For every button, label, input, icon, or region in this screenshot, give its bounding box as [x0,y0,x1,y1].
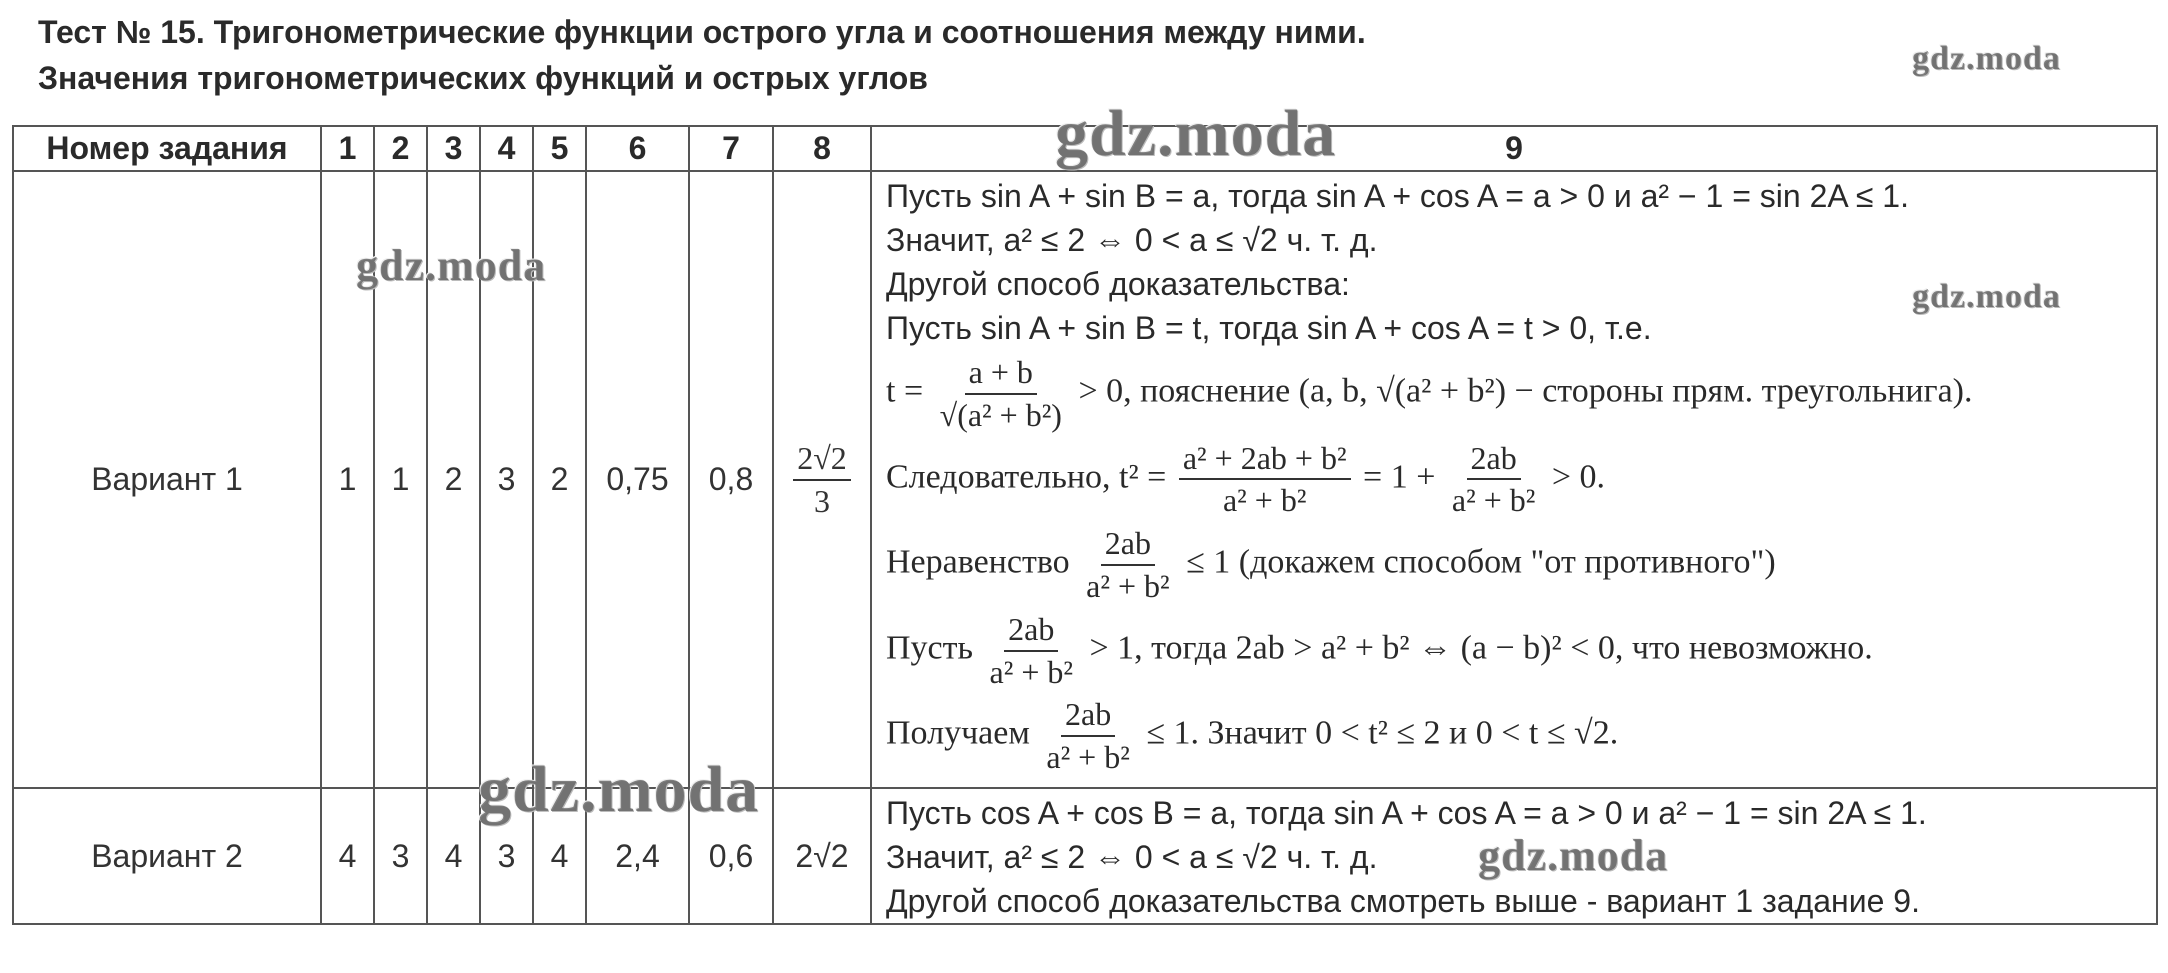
variant-1-answer-6: 0,75 [586,171,689,788]
formula-text: Получаем [886,714,1030,752]
variant-1-label: Вариант 1 [13,171,321,788]
solution-formula-line [886,440,2156,520]
fraction-numerator: 2√2 [793,440,851,481]
formula-fraction [1179,440,1351,520]
page-subtitle: Значения тригонометрических функций и острых углов [38,60,928,96]
solution-formula-line [886,611,2156,691]
solution-line: Значит, a² ≤ 2 ⇔ 0 < a ≤ √2 ч. т. д. [886,839,1378,875]
solution-formula-line [886,696,2156,776]
variant-1-answer-7: 0,8 [689,171,773,788]
variant-2-label: Вариант 2 [13,788,321,924]
variant-1-answer-5: 2 [533,171,586,788]
watermark-logo: gdz.moda [1912,278,2061,315]
answer-8-fraction [793,440,851,520]
variant-2-answer-4: 3 [480,788,533,924]
formula-text: ≤ 1 (докажем способом "от противного") [1186,543,1776,581]
fraction-numerator: 2ab [1467,440,1521,481]
fraction-denominator: a² + b² [989,653,1073,690]
solution-line: Пусть sin A + sin B = t, тогда sin A + cos A = t > 0, т.е. [886,310,1652,346]
header-col-3: 3 [427,126,480,171]
watermark-logo: gdz.moda [1055,97,1337,170]
solution-line: Значит, a² ≤ 2 ⇔ 0 < a ≤ √2 ч. т. д. [886,222,1378,258]
formula-text: > 0. [1551,458,1606,496]
formula-text: Пусть [886,629,974,667]
formula-text: > 1, тогда 2ab > a² + b² ⇔ (a − b)² < 0, что невозможно. [1089,629,1873,667]
variant-1-answer-3: 2 [427,171,480,788]
variant-2-answer-3: 4 [427,788,480,924]
formula-fraction [1082,525,1173,605]
fraction-denominator: a² + b² [1046,739,1130,776]
watermark-logo: gdz.moda [478,753,760,826]
variant-1-answer-8 [773,171,871,788]
header-col-4: 4 [480,126,533,171]
variant-1-answer-1: 1 [321,171,374,788]
header-col-8: 8 [773,126,871,171]
formula-fraction [986,611,1077,691]
variant-2-answer-6: 2,4 [586,788,689,924]
header-col-7: 7 [689,126,773,171]
answers-table [12,125,2158,925]
fraction-denominator: a² + b² [1086,567,1170,604]
header-col-1: 1 [321,126,374,171]
fraction-numerator: 2ab [1004,611,1058,652]
header-col-9: 9 [871,126,2157,171]
fraction-denominator: √(a² + b²) [939,396,1062,433]
variant-2-answer-8: 2√2 [773,788,871,924]
solution-line: Пусть sin A + sin B = a, тогда sin A + cos A = a > 0 и a² − 1 = sin 2A ≤ 1. [886,178,1909,214]
solution-formula-line [886,525,2156,605]
solution-line: Другой способ доказательства смотреть выше - вариант 1 задание 9. [886,883,1920,919]
table-row-variant-2 [13,788,2157,924]
fraction-numerator: a² + 2ab + b² [1179,440,1351,481]
variant-2-answer-7: 0,6 [689,788,773,924]
watermark-logo: gdz.moda [356,241,547,290]
header-col-5: 5 [533,126,586,171]
header-task-number: Номер задания [13,126,321,171]
table-row-variant-1 [13,171,2157,788]
page-title: Тест № 15. Тригонометрические функции острого угла и соотношения между ними. [38,14,1366,50]
formula-text: > 0, пояснение (a, b, √(a² + b²) − стороны прям. треугольнига). [1078,372,1973,410]
variant-2-answer-5: 4 [533,788,586,924]
formula-fraction [1042,696,1133,776]
formula-fraction [936,354,1066,434]
fraction-denominator: a² + b² [1451,482,1536,519]
fraction-numerator: a + b [965,354,1037,395]
variant-2-answer-2: 3 [374,788,427,924]
fraction-denominator: a² + b² [1222,482,1307,519]
fraction-numerator: 2ab [1101,525,1155,566]
formula-text: = 1 + [1363,458,1436,496]
formula-text: t = [886,372,924,410]
header-col-6: 6 [586,126,689,171]
formula-text: Неравенство [886,543,1070,581]
variant-1-solution [871,171,2157,788]
variant-1-answer-2: 1 [374,171,427,788]
solution-line: Другой способ доказательства: [886,266,1350,302]
header-col-2: 2 [374,126,427,171]
formula-fraction [1448,440,1539,520]
formula-text: Следовательно, t² = [886,458,1167,496]
solution-formula-line [886,354,2156,434]
watermark-logo: gdz.moda [1478,831,1669,880]
watermark-logo: gdz.moda [1912,40,2061,77]
fraction-denominator: 3 [814,482,830,519]
variant-1-answer-4: 3 [480,171,533,788]
fraction-numerator: 2ab [1061,696,1115,737]
solution-line: Пусть cos A + cos B = a, тогда sin A + cos A = a > 0 и a² − 1 = sin 2A ≤ 1. [886,795,1927,831]
variant-2-answer-1: 4 [321,788,374,924]
formula-text: ≤ 1. Значит 0 < t² ≤ 2 и 0 < t ≤ √2. [1146,714,1619,752]
